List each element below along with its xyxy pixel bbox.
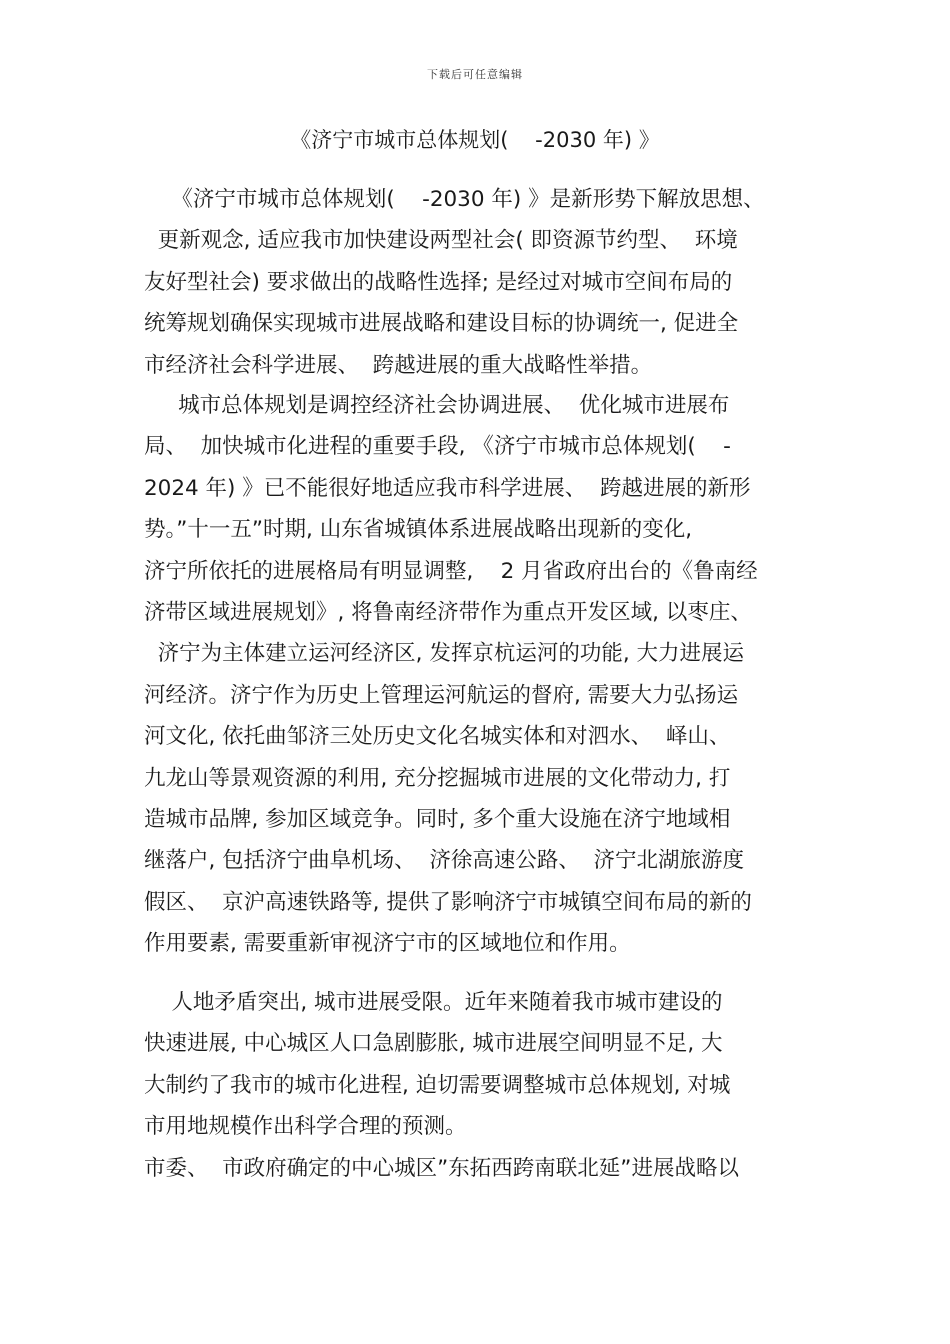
text-line: 济宁为主体建立运河经济区, 发挥京杭运河的功能, 大力进展运 <box>144 641 745 667</box>
text-line: 造城市品牌, 参加区域竞争。同时, 多个重大设施在济宁地域相 <box>144 806 731 832</box>
text-line: 九龙山等景观资源的利用, 充分挖掘城市进展的文化带动力, 打 <box>144 765 731 791</box>
paragraph-2 <box>144 385 824 964</box>
text-line: 局、 加快城市化进程的重要手段, 《济宁市城市总体规划( - <box>144 434 731 460</box>
text-line: 大制约了我市的城市化进程, 迫切需要调整城市总体规划, 对城 <box>144 1072 731 1098</box>
text-line: 河文化, 依托曲邹济三处历史文化名城实体和对泗水、 峄山、 <box>144 724 731 750</box>
text-line: 济带区域进展规划》, 将鲁南经济带作为重点开发区域, 以枣庄、 <box>144 599 752 625</box>
text-line: 市用地规模作出科学合理的预测。 <box>144 1114 467 1140</box>
text-line: 人地矛盾突出, 城市进展受限。近年来随着我市城市建设的 <box>144 990 723 1015</box>
text-line: 《济宁市城市总体规划( -2030 年) 》是新形势下解放思想、 <box>144 187 765 212</box>
document-title: 《济宁市城市总体规划( -2030 年) 》 <box>290 128 660 152</box>
text-line: 作用要素, 需要重新审视济宁市的区域地位和作用。 <box>144 931 631 957</box>
text-line: 统筹规划确保实现城市进展战略和建设目标的协调统一, 促进全 <box>144 311 739 337</box>
paragraph-1 <box>144 179 824 386</box>
text-line: 河经济。济宁作为历史上管理运河航运的督府, 需要大力弘扬运 <box>144 682 739 708</box>
text-line: 市委、 市政府确定的中心城区”东拓西跨南联北延”进展战略以 <box>144 1155 739 1181</box>
text-line: 2024 年) 》已不能很好地适应我市科学进展、 跨越进展的新形 <box>144 475 751 501</box>
text-line: 济宁所依托的进展格局有明显调整, 2 月省政府出台的《鲁南经 <box>144 558 758 584</box>
page-header-note: 下载后可任意编辑 <box>427 68 523 81</box>
text-line: 势。”十一五”时期, 山东省城镇体系进展战略出现新的变化, <box>144 517 693 543</box>
text-line: 更新观念, 适应我市加快建设两型社会( 即资源节约型、 环境 <box>144 228 738 254</box>
text-line: 友好型社会) 要求做出的战略性选择; 是经过对城市空间布局的 <box>144 269 733 295</box>
paragraph-3 <box>144 982 824 1189</box>
text-line: 快速进展, 中心城区人口急剧膨胀, 城市进展空间明显不足, 大 <box>144 1031 723 1057</box>
text-line: 城市总体规划是调控经济社会协调进展、 优化城市进展布 <box>144 393 730 418</box>
text-line: 市经济社会科学进展、 跨越进展的重大战略性举措。 <box>144 352 653 378</box>
text-line: 假区、 京沪高速铁路等, 提供了影响济宁市城镇空间布局的新的 <box>144 889 752 915</box>
text-line: 继落户, 包括济宁曲阜机场、 济徐高速公路、 济宁北湖旅游度 <box>144 848 745 874</box>
